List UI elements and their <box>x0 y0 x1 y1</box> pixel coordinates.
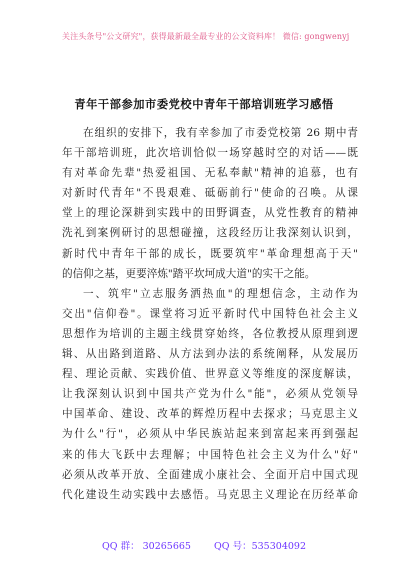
paragraph-line: 一、筑牢"立志服务洒热血"的理想信念，主动作为 <box>83 287 358 300</box>
paragraph-line: 必须从改革开放、全面建成小康社会、全面开启中国式现 <box>62 468 358 481</box>
document-body <box>62 123 358 505</box>
paragraph-line: 交出"信仰卷"。课堂将习近平新时代中国特色社会主义 <box>62 307 358 320</box>
paragraph-line: 让我深刻认识到中国共产党为什么"能"，必须从党领导 <box>62 388 358 401</box>
footer-qq-group: QQ 群： 30265665 <box>101 541 191 552</box>
footer-qq-number: QQ 号：535304092 <box>214 541 306 552</box>
document-title: 青年干部参加市委党校中青年干部培训班学习感悟 <box>74 97 334 111</box>
paragraph-line: 程、理论贡献、实践价值、世界意义等维度的深度解读， <box>62 368 358 381</box>
header-promo-text: 关注头条号"公文研究"，获得最新最全最专业的公文资料库！ 微信: gongwenyj <box>62 32 350 41</box>
paragraph-line: 的信仰之基，更要淬炼"踏平坎坷成大道"的实干之能。 <box>62 267 316 280</box>
paragraph-line: 对新时代青年"不畏艰难、砥砺前行"使命的召唤。从课 <box>62 187 358 200</box>
paragraph-line: 辑、从出路到道路、从方法到办法的系统阐释，从发展历 <box>62 348 358 361</box>
paragraph-line: 洗礼到案例研讨的思想碰撞，这段经历让我深刻认识到， <box>62 227 358 240</box>
paragraph-line: 在组织的安排下，我有幸参加了市委党校第 26 期中青 <box>83 127 358 139</box>
paragraph-line: 年干部培训班，此次培训恰似一场穿越时空的对话——既 <box>62 147 358 160</box>
paragraph-line: 中国革命、建设、改革的辉煌历程中去探求；马克思主义 <box>62 408 358 421</box>
paragraph-line: 堂上的理论深耕到实践中的田野调查，从党性教育的精神 <box>62 207 358 220</box>
footer-contact <box>0 538 408 552</box>
paragraph-line: 代化建设生动实践中去感悟。马克思主义理论在历经革命 <box>62 488 358 501</box>
paragraph-line: 思想作为培训的主题主线贯穿始终，各位教授从原理到逻 <box>62 327 358 340</box>
paragraph-line: 新时代中青年干部的成长，既要筑牢"革命理想高于天" <box>62 247 358 260</box>
paragraph-line: 为什么"行"，必须从中华民族站起来到富起来再到强起 <box>62 428 358 441</box>
paragraph-line: 有对革命先辈"热爱祖国、无私奉献"精神的追慕，也有 <box>62 167 358 180</box>
paragraph-line: 来的伟大飞跃中去理解；中国特色社会主义为什么"好" <box>62 448 358 461</box>
